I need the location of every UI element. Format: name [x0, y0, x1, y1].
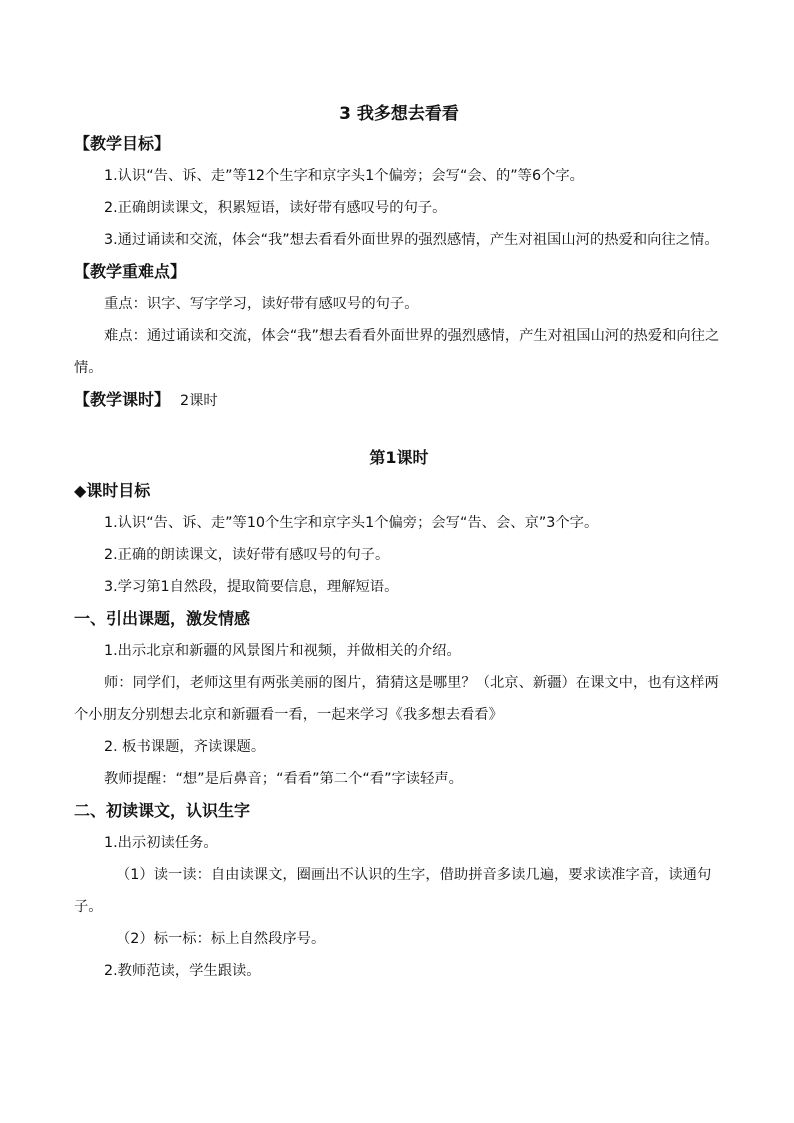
heading-teaching-hours: [74, 384, 724, 416]
spacer: [74, 416, 724, 441]
part1-para-3: 2. 板书课题，齐读课题。: [104, 739, 266, 755]
goal-item-3: 3.通过诵读和交流，体会“我”想去看看外面世界的强烈感情，产生对祖国山河的热爱和向往之情。: [104, 232, 719, 248]
part2-para-2: （1）读一读：自由读课文，圈画出不认识的生字，借助拼音多读几遍，要求读准字音，读通句子。: [74, 867, 712, 915]
heading-teaching-goals: 【教学目标】: [74, 134, 171, 153]
goal-item-1: 1.认识“告、诉、走”等12个生字和京字头1个偏旁；会写“会、的”等6个字。: [104, 168, 584, 184]
part1-para-2: 师：同学们，老师这里有两张美丽的图片，猜猜这是哪里？（北京、新疆）在课文中，也有这样两个小朋友分别想去北京和新疆看一看，一起来学习《我多想去看看》: [74, 675, 719, 723]
part2-para-4: 2.教师范读，学生跟读。: [104, 963, 261, 979]
part2-para-3: （2）标一标：标上自然段序号。: [116, 931, 326, 947]
heading-part-2: 二、初读课文，认识生字: [74, 801, 251, 820]
lesson-title: 第1课时: [369, 448, 429, 467]
teaching-hours-label: 【教学课时】: [74, 390, 171, 409]
part2-para-1: 1.出示初读任务。: [104, 835, 218, 851]
difficult-point: 难点：通过诵读和交流，体会“我”想去看看外面世界的强烈感情，产生对祖国山河的热爱和向往之情。: [74, 328, 720, 376]
key-point: 重点：识字、写字学习，读好带有感叹号的句子。: [104, 296, 419, 312]
lesson-goal-3: 3.学习第1自然段，提取简要信息，理解短语。: [104, 579, 399, 595]
heading-part-1: 一、引出课题，激发情感: [74, 609, 251, 628]
teaching-hours-value: 2课时: [180, 393, 218, 409]
document-content: [74, 100, 724, 987]
part1-para-4: 教师提醒：“想”是后鼻音；“看看”第二个“看”字读轻声。: [104, 771, 463, 787]
part1-para-1: 1.出示北京和新疆的风景图片和视频，并做相关的介绍。: [104, 643, 461, 659]
heading-key-difficult: 【教学重难点】: [74, 262, 187, 281]
page-title: 3 我多想去看看: [339, 104, 459, 124]
lesson-goal-1: 1.认识“告、诉、走”等10个生字和京字头1个偏旁；会写“告、会、京”3个字。: [104, 515, 599, 531]
heading-lesson-goals: ◆课时目标: [74, 481, 151, 500]
lesson-goal-2: 2.正确的朗读课文，读好带有感叹号的句子。: [104, 547, 390, 563]
goal-item-2: 2.正确朗读课文，积累短语，读好带有感叹号的句子。: [104, 200, 447, 216]
